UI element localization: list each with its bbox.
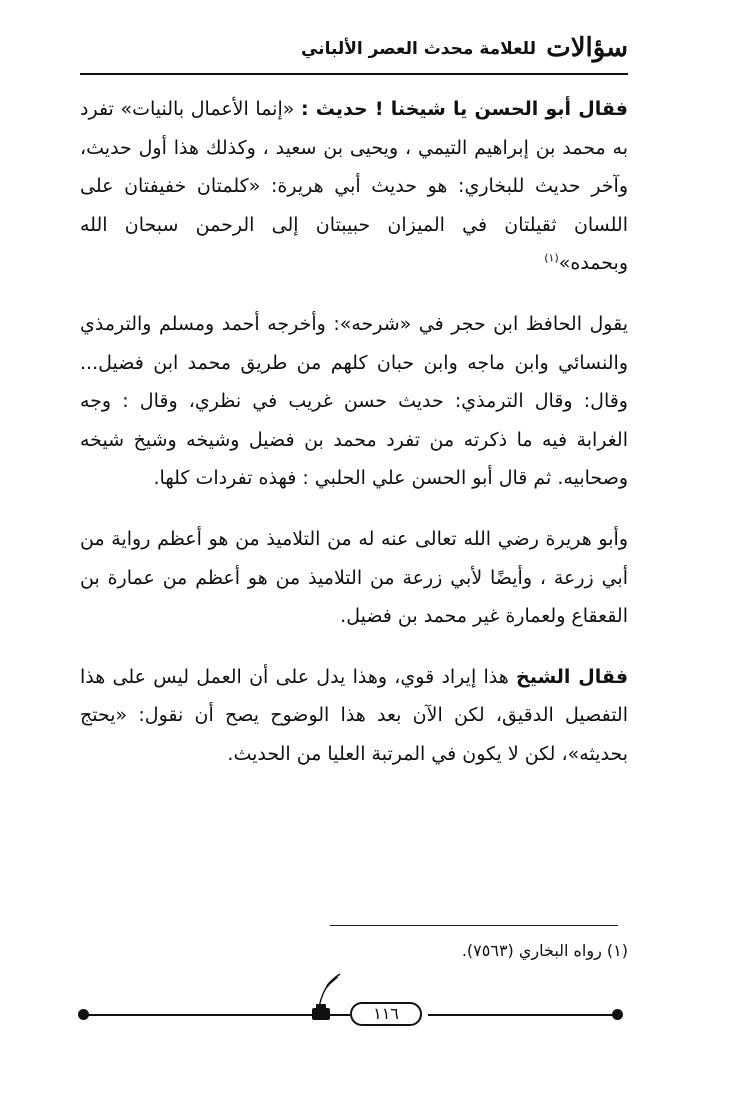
inkwell-quill-icon xyxy=(304,972,342,1022)
paragraph-3: وأبو هريرة رضي الله تعالى عنه له من التلاميذ من هو أعظم رواية من أبي زرعة ، وأيضًا لأبي زرعة من التلاميذ من هو أعظم من عمارة بن القعقاع ولعمارة غير محمد بن فضيل. xyxy=(80,527,628,628)
paragraph-4-lead: فقال الشيخ xyxy=(516,665,629,688)
footer-dot-right xyxy=(612,1009,623,1020)
header-rule xyxy=(80,73,628,75)
paragraph-4-text: هذا إيراد قوي، وهذا يدل على أن العمل ليس على هذا التفصيل الدقيق، لكن الآن بعد هذا الوضوح يصح أن نقول: «يحتج بحديثه»، لكن لا يكون في المرتبة العليا من الحديث. xyxy=(80,665,628,765)
main-text xyxy=(80,90,628,796)
footer-line-right xyxy=(428,1014,618,1016)
footnote-reference: (١) xyxy=(544,252,559,266)
paragraph-1-lead: فقال أبو الحسن يا شيخنا ! حديث : xyxy=(301,98,628,120)
series-logo: سؤالات xyxy=(546,33,628,63)
paragraph-1 xyxy=(80,90,628,283)
paragraph-4 xyxy=(80,658,628,774)
header-title: للعلامة محدث العصر الألباني xyxy=(300,39,536,59)
page-number: ١١٦ xyxy=(350,1002,422,1026)
footnote-rule xyxy=(330,925,618,926)
page-header xyxy=(80,28,628,72)
paragraph-1-text: «إنما الأعمال بالنيات» تفرد به محمد بن إبراهيم التيمي ، ويحيى بن سعيد ، وكذلك هذا أول حديث، وآخر حديث للبخاري: هو حديث أبي هريرة: «كلمتان خفيفتان على اللسان ثقيلتان في الميزان حبيبتان إلى الرحمن سبحان الله وبحمده» xyxy=(80,98,628,275)
paragraph-2: يقول الحافظ ابن حجر في «شرحه»: وأخرجه أحمد ومسلم والترمذي والنسائي وابن ماجه وابن حبان كلهم من طريق محمد ابن فضيل... وقال: وقال الترمذي: حديث حسن غريب في نظري، وقال : وجه الغرابة فيه ما ذكرته من تفرد محمد بن فضيل وشيخه وشيخ شيخه وصحابيه. ثم قال أبو الحسن علي الحلبي : فهذه تفردات كلها. xyxy=(80,312,628,490)
footnote: (١) رواه البخاري (٧٥٦٣). xyxy=(461,941,628,960)
